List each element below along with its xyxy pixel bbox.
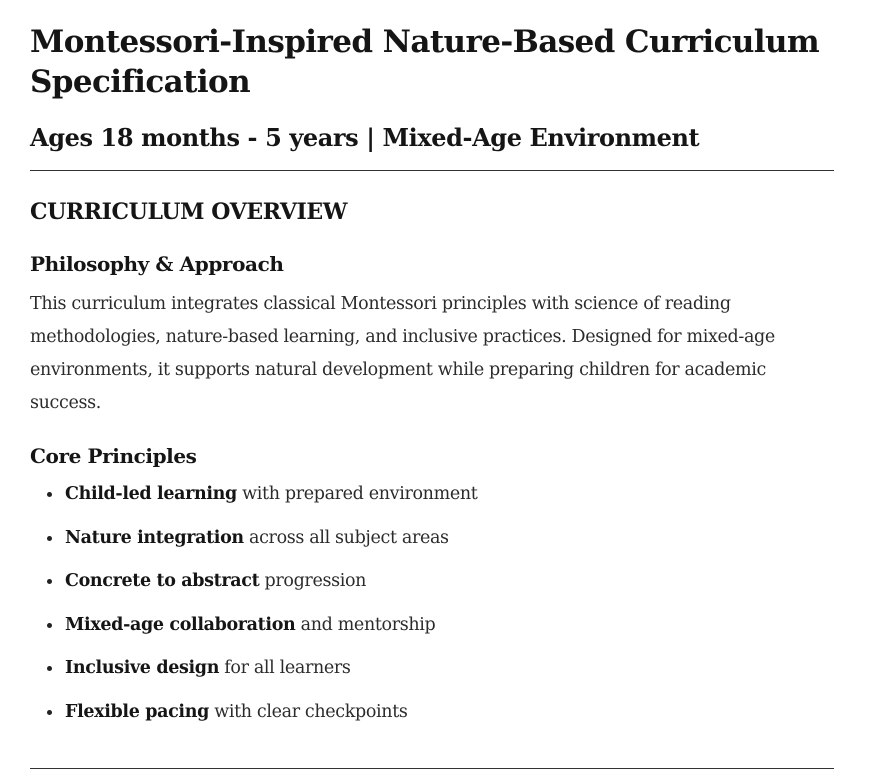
philosophy-heading: Philosophy & Approach: [30, 252, 284, 276]
bullet-icon: [47, 666, 52, 671]
list-item: [30, 613, 834, 637]
list-item: [30, 656, 834, 680]
core-principles-list: [30, 482, 834, 724]
bullet-icon: [47, 710, 52, 715]
principle-description: across all subject areas: [243, 527, 449, 548]
document-page: [30, 0, 834, 743]
list-item: [30, 526, 834, 550]
list-item: [30, 569, 834, 593]
divider: [30, 768, 834, 769]
principle-name: Mixed-age collaboration: [65, 614, 296, 635]
principle-description: with clear checkpoints: [209, 701, 408, 722]
list-item: [30, 482, 834, 506]
list-item: [30, 700, 834, 724]
philosophy-paragraph: This curriculum integrates classical Montessori principles with science of reading methodologies, nature-based learning, and inclusive practices. Designed for mixed-age environments, it supports natural development while preparing children for academic success.: [30, 294, 775, 413]
principle-description: and mentorship: [295, 614, 436, 635]
principle-name: Flexible pacing: [65, 701, 209, 722]
principle-description: with prepared environment: [236, 484, 478, 504]
bullet-icon: [47, 536, 52, 541]
divider: [30, 170, 834, 171]
bullet-icon: [47, 579, 52, 584]
principle-name: Nature integration: [65, 527, 244, 548]
core-principles-heading: Core Principles: [30, 444, 197, 468]
principle-name: Inclusive design: [65, 658, 220, 678]
bullet-icon: [47, 623, 52, 628]
principle-description: progression: [259, 571, 367, 591]
principle-name: Child-led learning: [65, 484, 237, 504]
bullet-icon: [47, 492, 52, 497]
page-title: Montessori-Inspired Nature-Based Curriculum Specification: [30, 24, 820, 100]
principle-name: Concrete to abstract: [65, 571, 260, 591]
page-subtitle: Ages 18 months - 5 years | Mixed-Age Environment: [30, 123, 700, 152]
principle-description: for all learners: [219, 658, 351, 678]
section-title: CURRICULUM OVERVIEW: [30, 199, 348, 225]
